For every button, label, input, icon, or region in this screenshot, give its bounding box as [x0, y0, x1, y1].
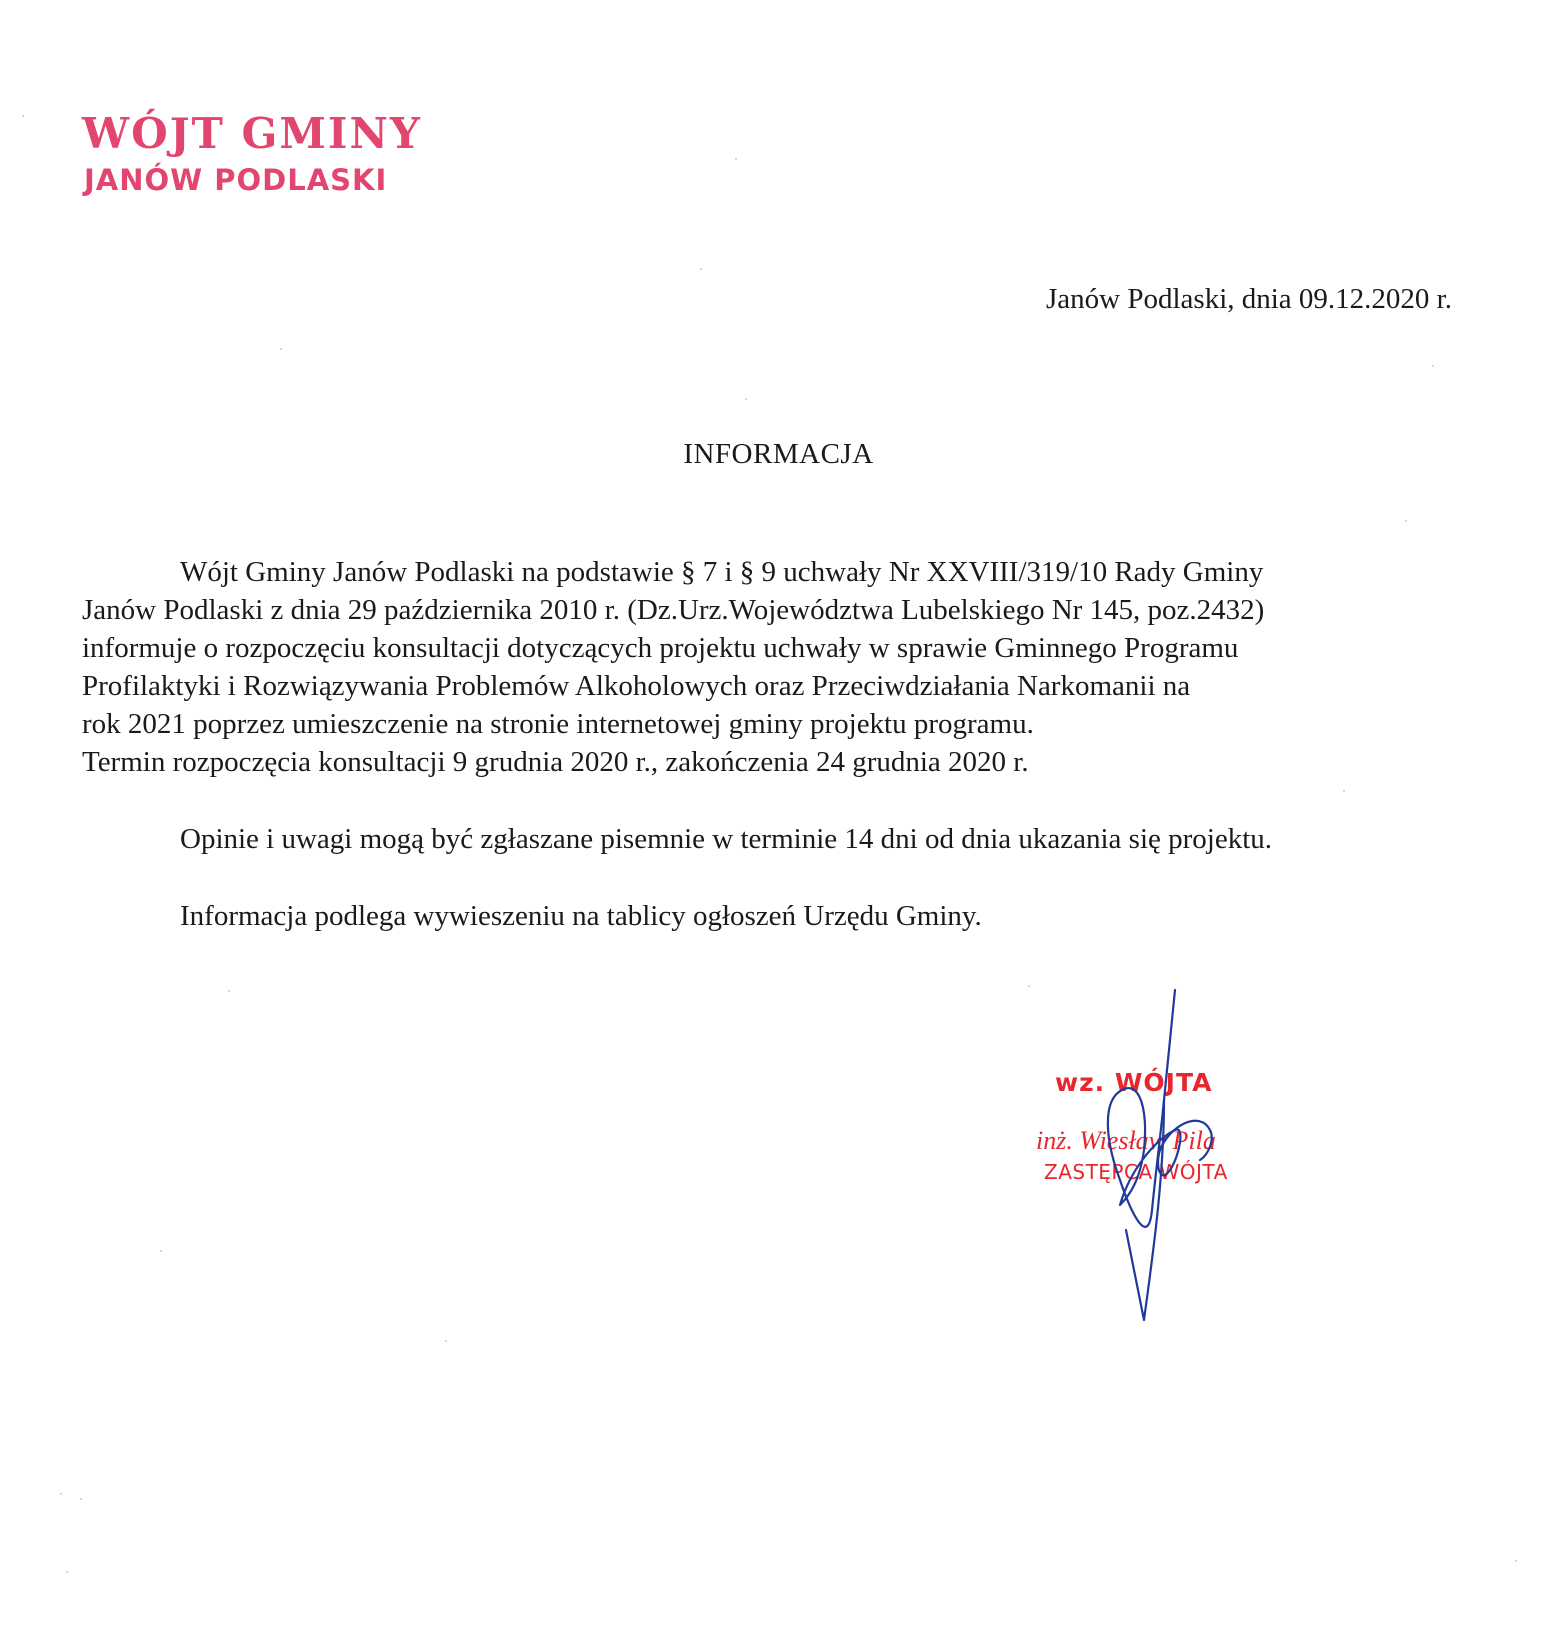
scan-speck	[745, 398, 747, 400]
scan-speck	[1028, 985, 1030, 987]
scan-speck	[1432, 365, 1434, 367]
paragraph-line: rok 2021 poprzez umieszczenie na stronie internetowej gminy projektu programu.	[82, 708, 1034, 740]
paragraph-opinions	[82, 820, 1452, 858]
paragraph-main	[82, 553, 1452, 781]
paragraph-line: informuje o rozpoczęciu konsultacji dotyczących projektu uchwały w sprawie Gminnego Programu	[82, 632, 1239, 664]
scan-speck	[1343, 790, 1345, 792]
scan-speck	[22, 115, 24, 117]
stamp-title: WÓJT GMINY	[82, 109, 422, 158]
place-date: Janów Podlaski, dnia 09.12.2020 r.	[1046, 283, 1452, 315]
scan-speck	[66, 1571, 68, 1573]
paragraph-posting	[82, 897, 1452, 935]
stamp-subtitle: JANÓW PODLASKI	[84, 163, 388, 197]
scan-speck	[60, 1493, 62, 1495]
scan-speck	[228, 990, 230, 992]
scan-speck	[735, 158, 737, 160]
paragraph-line: Opinie i uwagi mogą być zgłaszane pisemnie w terminie 14 dni od dnia ukazania się projektu.	[180, 823, 1273, 855]
paragraph-line: Termin rozpoczęcia konsultacji 9 grudnia 2020 r., zakończenia 24 grudnia 2020 r.	[82, 746, 1029, 778]
scan-speck	[280, 348, 282, 350]
paragraph-line: Wójt Gminy Janów Podlaski na podstawie § 7 i § 9 uchwały Nr XXVIII/319/10 Rady Gminy	[180, 556, 1264, 588]
stamp-on-behalf: wz. WÓJTA	[1055, 1068, 1213, 1097]
scan-speck	[700, 268, 702, 270]
scan-speck	[1405, 520, 1407, 522]
header-stamp	[82, 108, 422, 200]
handwritten-signature	[1060, 980, 1260, 1330]
stamp-signatory-name: inż. Wiesław Pila	[1036, 1126, 1216, 1155]
paragraph-line: Informacja podlega wywieszeniu na tablicy ogłoszeń Urzędu Gminy.	[180, 900, 982, 932]
scan-speck	[80, 1498, 82, 1500]
paragraph-line: Janów Podlaski z dnia 29 października 2010 r. (Dz.Urz.Województwa Lubelskiego Nr 145, poz.2432)	[82, 594, 1265, 626]
scan-speck	[445, 1340, 447, 1342]
scan-speck	[160, 1250, 162, 1252]
stamp-signatory-role: ZASTĘPCA WÓJTA	[1044, 1160, 1228, 1184]
paragraph-line: Profilaktyki i Rozwiązywania Problemów Alkoholowych oraz Przeciwdziałania Narkomanii na	[82, 670, 1191, 702]
document-title: INFORMACJA	[683, 438, 874, 470]
scan-speck	[1515, 1560, 1517, 1562]
